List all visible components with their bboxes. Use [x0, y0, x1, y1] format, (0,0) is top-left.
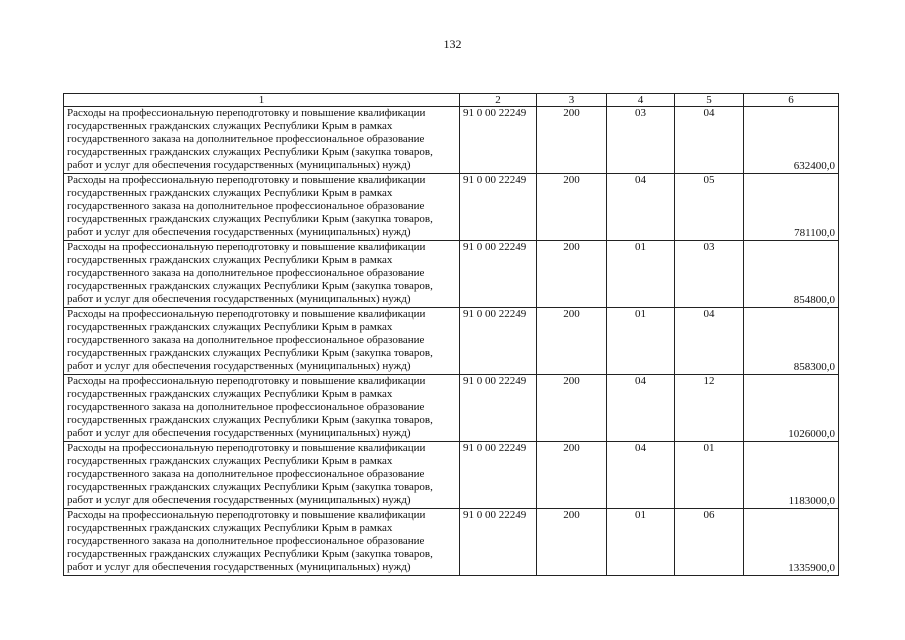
row-type-cell: 200 — [537, 509, 607, 576]
row-subsection-cell: 05 — [675, 174, 744, 241]
row-code-cell: 91 0 00 22249 — [460, 509, 537, 576]
row-type-cell: 200 — [537, 107, 607, 174]
row-description-cell: Расходы на профессиональную переподготовку и повышение квалификации государственных гражданских служащих Республики Крым в рамках государственного заказа на дополнительное профессиональное образование государственных гражданских служащих Республики Крым (закупка товаров, работ и услуг для обеспечения государственных (муниципальных) нужд) — [64, 375, 460, 442]
header-row — [64, 94, 839, 107]
row-code-cell: 91 0 00 22249 — [460, 442, 537, 509]
row-section-cell: 03 — [607, 107, 675, 174]
table-row — [64, 442, 839, 509]
row-type-cell: 200 — [537, 308, 607, 375]
table-row — [64, 174, 839, 241]
row-section-cell: 04 — [607, 174, 675, 241]
row-code-cell: 91 0 00 22249 — [460, 308, 537, 375]
row-amount-cell: 1183000,0 — [744, 442, 839, 509]
table-row — [64, 241, 839, 308]
row-subsection-cell: 04 — [675, 107, 744, 174]
page-number: 132 — [443, 37, 462, 51]
header-cell-code: 2 — [460, 94, 537, 107]
row-subsection-cell: 01 — [675, 442, 744, 509]
row-amount-cell: 632400,0 — [744, 107, 839, 174]
row-code-cell: 91 0 00 22249 — [460, 107, 537, 174]
row-subsection-cell: 06 — [675, 509, 744, 576]
header-cell-amount: 6 — [744, 94, 839, 107]
row-code-cell: 91 0 00 22249 — [460, 174, 537, 241]
row-section-cell: 04 — [607, 442, 675, 509]
row-section-cell: 04 — [607, 375, 675, 442]
row-subsection-cell: 04 — [675, 308, 744, 375]
row-amount-cell: 1335900,0 — [744, 509, 839, 576]
row-code-cell: 91 0 00 22249 — [460, 375, 537, 442]
table-row — [64, 375, 839, 442]
row-amount-cell: 781100,0 — [744, 174, 839, 241]
row-amount-cell: 858300,0 — [744, 308, 839, 375]
row-subsection-cell: 03 — [675, 241, 744, 308]
row-code-cell: 91 0 00 22249 — [460, 241, 537, 308]
budget-table — [63, 93, 839, 576]
row-amount-cell: 1026000,0 — [744, 375, 839, 442]
table-row — [64, 308, 839, 375]
header-cell-section: 4 — [607, 94, 675, 107]
table-body — [64, 94, 839, 576]
row-type-cell: 200 — [537, 375, 607, 442]
table-row — [64, 107, 839, 174]
row-amount-cell: 854800,0 — [744, 241, 839, 308]
row-description-cell: Расходы на профессиональную переподготовку и повышение квалификации государственных гражданских служащих Республики Крым в рамках государственного заказа на дополнительное профессиональное образование государственных гражданских служащих Республики Крым (закупка товаров, работ и услуг для обеспечения государственных (муниципальных) нужд) — [64, 241, 460, 308]
row-subsection-cell: 12 — [675, 375, 744, 442]
row-description-cell: Расходы на профессиональную переподготовку и повышение квалификации государственных гражданских служащих Республики Крым в рамках государственного заказа на дополнительное профессиональное образование государственных гражданских служащих Республики Крым (закупка товаров, работ и услуг для обеспечения государственных (муниципальных) нужд) — [64, 442, 460, 509]
row-type-cell: 200 — [537, 442, 607, 509]
header-cell-type: 3 — [537, 94, 607, 107]
header-cell-description: 1 — [64, 94, 460, 107]
row-description-cell: Расходы на профессиональную переподготовку и повышение квалификации государственных гражданских служащих Республики Крым в рамках государственного заказа на дополнительное профессиональное образование государственных гражданских служащих Республики Крым (закупка товаров, работ и услуг для обеспечения государственных (муниципальных) нужд) — [64, 509, 460, 576]
row-section-cell: 01 — [607, 241, 675, 308]
header-cell-subsection: 5 — [675, 94, 744, 107]
row-description-cell: Расходы на профессиональную переподготовку и повышение квалификации государственных гражданских служащих Республики Крым в рамках государственного заказа на дополнительное профессиональное образование государственных гражданских служащих Республики Крым (закупка товаров, работ и услуг для обеспечения государственных (муниципальных) нужд) — [64, 174, 460, 241]
row-description-cell: Расходы на профессиональную переподготовку и повышение квалификации государственных гражданских служащих Республики Крым в рамках государственного заказа на дополнительное профессиональное образование государственных гражданских служащих Республики Крым (закупка товаров, работ и услуг для обеспечения государственных (муниципальных) нужд) — [64, 308, 460, 375]
row-section-cell: 01 — [607, 308, 675, 375]
row-description-cell: Расходы на профессиональную переподготовку и повышение квалификации государственных гражданских служащих Республики Крым в рамках государственного заказа на дополнительное профессиональное образование государственных гражданских служащих Республики Крым (закупка товаров, работ и услуг для обеспечения государственных (муниципальных) нужд) — [64, 107, 460, 174]
row-section-cell: 01 — [607, 509, 675, 576]
row-type-cell: 200 — [537, 241, 607, 308]
row-type-cell: 200 — [537, 174, 607, 241]
table-row — [64, 509, 839, 576]
